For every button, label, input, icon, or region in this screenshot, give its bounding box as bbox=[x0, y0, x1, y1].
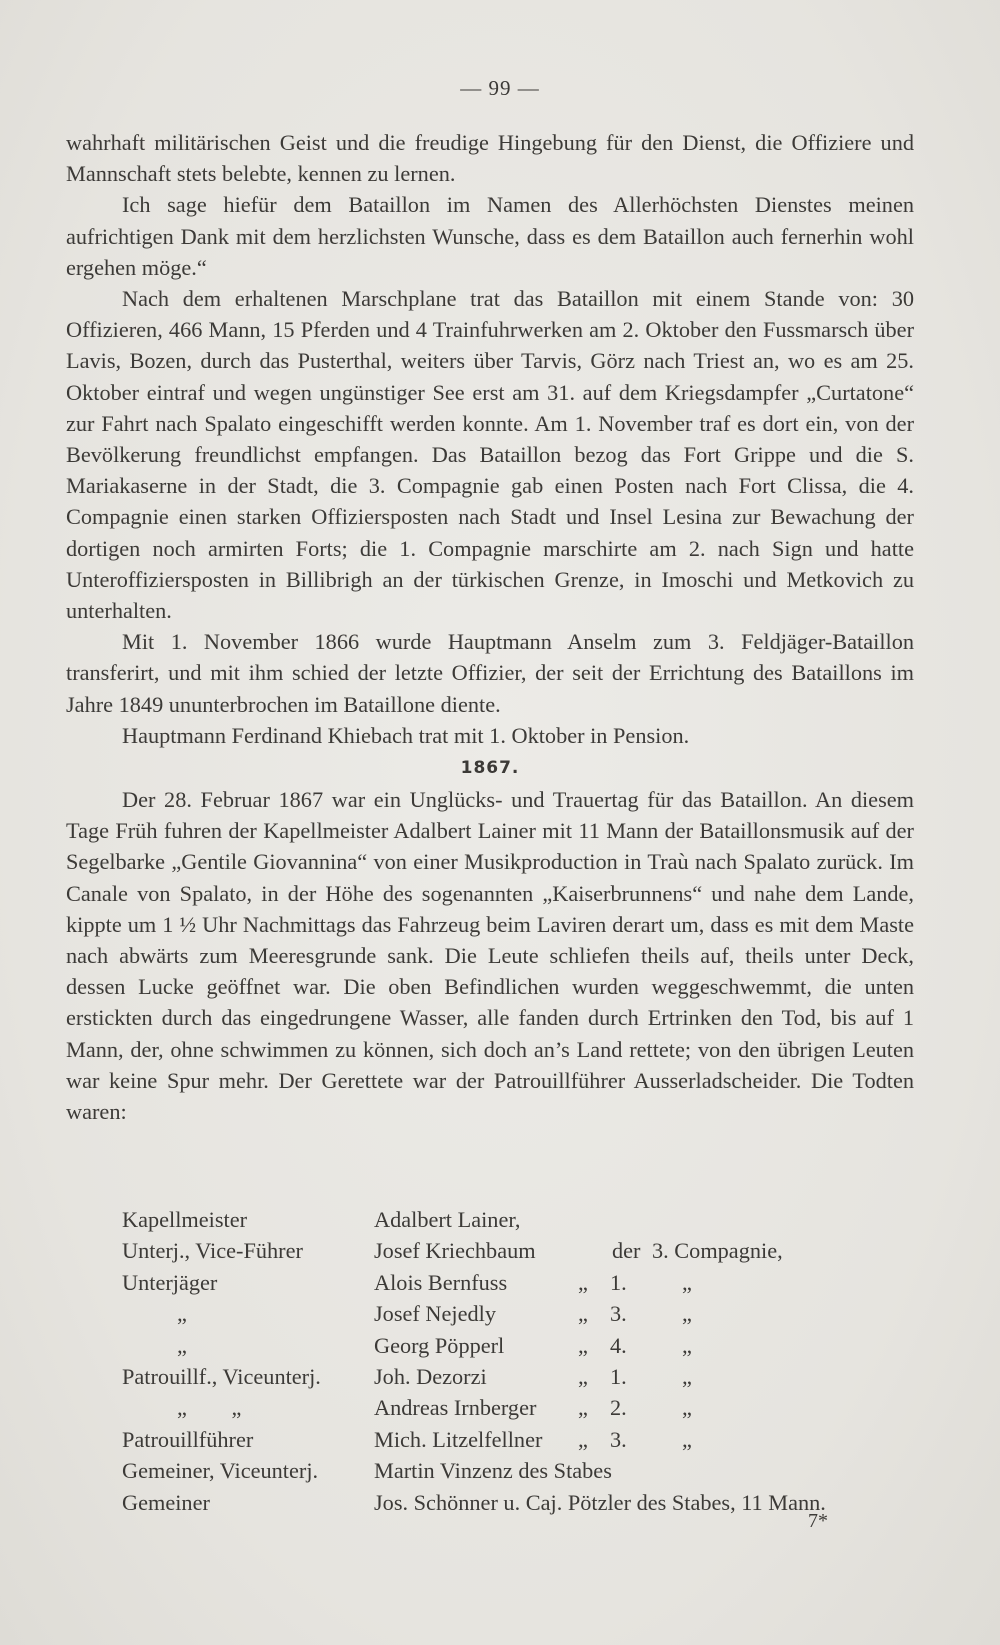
company: 3. bbox=[610, 1301, 627, 1327]
company: 1. bbox=[610, 1269, 627, 1295]
year-heading: 1867. bbox=[460, 758, 520, 779]
list-item bbox=[122, 1235, 922, 1266]
rank: Unterj., Vice-Führer bbox=[122, 1238, 303, 1264]
ditto-mark: „ bbox=[682, 1301, 692, 1327]
body-text bbox=[66, 127, 914, 1127]
company: 2. bbox=[610, 1395, 627, 1421]
person-name: Joh. Dezorzi bbox=[374, 1363, 487, 1389]
company: 3. Compagnie, bbox=[652, 1238, 783, 1264]
ditto-mark: „ bbox=[177, 1332, 187, 1358]
unit-word: der bbox=[612, 1238, 641, 1264]
company: 1. bbox=[610, 1363, 627, 1389]
page-number: — 99 — bbox=[460, 76, 540, 100]
paragraph: Ich sage hiefür dem Bataillon im Namen des Allerhöchsten Dienstes meinen aufrichtigen Dank mit dem herzlichsten Wunsche, dass es dem Bataillon auch fernerhin wohl ergehen möge.“ bbox=[66, 192, 914, 280]
signature-mark: 7* bbox=[808, 1510, 828, 1532]
list-item bbox=[122, 1267, 922, 1298]
ditto-mark: „ bbox=[177, 1301, 187, 1327]
paragraph: Mit 1. November 1866 wurde Hauptmann Anselm zum 3. Feldjäger-Bataillon transferirt, und mit ihm schied der letzte Offizier, der seit der Errichtung des Bataillons im Jahre 1849 ununterbrochen im Bataillone diente. bbox=[66, 629, 914, 717]
ditto-mark: „ bbox=[682, 1269, 692, 1295]
list-item bbox=[122, 1487, 922, 1518]
ditto-mark: „ bbox=[682, 1363, 692, 1389]
ditto-mark: „ bbox=[578, 1426, 588, 1452]
rank: Patrouillführer bbox=[122, 1426, 254, 1452]
person-name: Georg Pöpperl bbox=[374, 1332, 505, 1358]
ditto-mark: „ bbox=[578, 1269, 588, 1295]
person-name: Josef Nejedly bbox=[374, 1301, 496, 1327]
company: 3. bbox=[610, 1426, 627, 1452]
list-item bbox=[122, 1298, 922, 1329]
rank: Patrouillf., Viceunterj. bbox=[122, 1363, 321, 1389]
paragraph: wahrhaft militärischen Geist und die freudige Hingebung für den Dienst, die Offiziere und Mannschaft stets belebte, kennen zu lernen. bbox=[66, 130, 914, 187]
list-item bbox=[122, 1330, 922, 1361]
rank: Gemeiner bbox=[122, 1489, 210, 1515]
company: 4. bbox=[610, 1332, 627, 1358]
ditto-mark: „ „ bbox=[177, 1395, 242, 1421]
casualty-list bbox=[122, 1204, 922, 1518]
person-name: Josef Kriechbaum bbox=[374, 1238, 536, 1264]
list-item bbox=[122, 1424, 922, 1455]
rank: Kapellmeister bbox=[122, 1207, 248, 1232]
ditto-mark: „ bbox=[578, 1332, 588, 1358]
paragraph: Hauptmann Ferdinand Khiebach trat mit 1. Oktober in Pension. bbox=[122, 722, 690, 748]
ditto-mark: „ bbox=[682, 1395, 692, 1421]
rank: Unterjäger bbox=[122, 1269, 218, 1295]
list-item bbox=[122, 1204, 922, 1235]
list-item bbox=[122, 1392, 922, 1423]
list-item bbox=[122, 1455, 922, 1486]
paragraph: Der 28. Februar 1867 war ein Unglücks- und Trauertag für das Bataillon. An diesem Tage Früh fuhren der Kapellmeister Adalbert Lainer mit 11 Mann der Bataillonsmusik auf der Segelbarke „Gentile Giovannina“ von einer Musikproduction in Traù nach Spalato zurück. Im Canale von Spalato, in der Höhe des sogenannten „Kaiserbrunnens“ und nahe dem Lande, kippte um 1 ½ Uhr Nachmittags das Fahrzeug beim Laviren derart um, dass es mit dem Maste nach abwärts zum Meeresgrunde sank. Die Leute schliefen theils auf, theils unter Deck, dessen Lucke geöffnet war. Die oben Befindlichen wurden weggeschwemmt, die unten erstickten durch das eingedrungene Wasser, alle fanden durch Ertrinken den Tod, bis auf 1 Mann, der, ohne schwimmen zu können, sich doch an’s Land rettete; von den übrigen Leuten war keine Spur mehr. Der Gerettete war der Patrouillführer Ausserladscheider. Die Todten waren: bbox=[66, 787, 914, 1125]
person-name: Alois Bernfuss bbox=[374, 1269, 508, 1295]
person-name: Adalbert Lainer, bbox=[374, 1207, 521, 1232]
person-name: Andreas Irnberger bbox=[374, 1395, 537, 1421]
ditto-mark: „ bbox=[578, 1301, 588, 1327]
ditto-mark: „ bbox=[682, 1426, 692, 1452]
rank: Gemeiner, Viceunterj. bbox=[122, 1458, 319, 1484]
ditto-mark: „ bbox=[578, 1363, 588, 1389]
ditto-mark: „ bbox=[682, 1332, 692, 1358]
person-name: Jos. Schönner u. Caj. Pötzler des Stabes, 11 Mann. bbox=[374, 1489, 826, 1515]
list-item bbox=[122, 1361, 922, 1392]
paragraph: Nach dem erhaltenen Marschplane trat das Bataillon mit einem Stande von: 30 Offizieren, 466 Mann, 15 Pferden und 4 Trainfuhrwerken am 2. Oktober den Fussmarsch über Lavis, Bozen, durch das Pusterthal, weiters über Tarvis, Görz nach Triest an, wo es am 25. Oktober eintraf und wegen ungünstiger See erst am 31. auf dem Kriegsdampfer „Curtatone“ zur Fahrt nach Spalato eingeschifft werden konnte. Am 1. November traf es dort ein, von der Bevölkerung freundlichst empfangen. Das Bataillon bezog das Fort Grippe und die S. Mariakaserne in der Stadt, die 3. Compagnie gab einen Posten nach Fort Clissa, die 4. Compagnie einen starken Offiziersposten nach Stadt und Insel Lesina zur Bewachung der dortigen noch armirten Forts; die 1. Compagnie marschirte am 2. nach Sign und hatte Unteroffiziersposten in Billibrigh an der türkischen Grenze, in Imoschi und Metkovich zu unterhalten. bbox=[66, 286, 914, 624]
ditto-mark: „ bbox=[578, 1395, 588, 1421]
person-name: Mich. Litzelfellner bbox=[374, 1426, 543, 1452]
person-name: Martin Vinzenz des Stabes bbox=[374, 1458, 612, 1484]
